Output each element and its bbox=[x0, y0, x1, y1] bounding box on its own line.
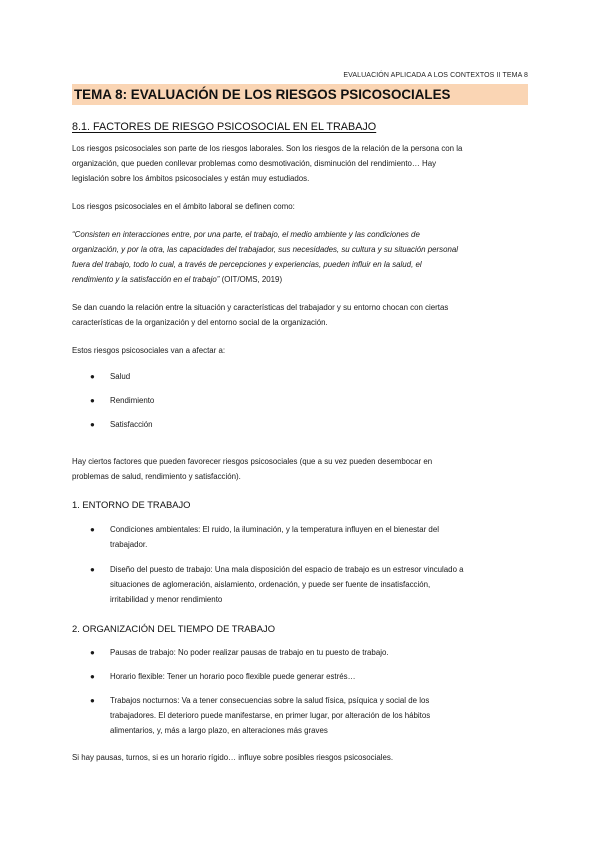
list-item: ● Pausas de trabajo: No poder realizar pausas de trabajo en tu puesto de trabajo. bbox=[72, 645, 528, 660]
subsection-title-entorno: 1. ENTORNO DE TRABAJO bbox=[72, 499, 191, 510]
occurrence-line: características de la organización y del entorno social de la organización. bbox=[72, 318, 328, 327]
bullet-icon: ● bbox=[90, 420, 95, 429]
occurrence-paragraph bbox=[72, 300, 528, 330]
factors-line: problemas de salud, rendimiento y satisfacción). bbox=[72, 472, 241, 481]
quote-line: rendimiento y la satisfacción en el trabajo” bbox=[72, 275, 220, 284]
topic-title-bar bbox=[72, 84, 528, 105]
section-title: 8.1. FACTORES DE RIESGO PSICOSOCIAL EN EL TRABAJO bbox=[72, 121, 377, 133]
quote-line: “Consisten en interacciones entre, por una parte, el trabajo, el medio ambiente y las condiciones de bbox=[72, 230, 420, 239]
entorno-list bbox=[72, 522, 528, 607]
subsection-title-tiempo: 2. ORGANIZACIÓN DEL TIEMPO DE TRABAJO bbox=[72, 623, 275, 634]
list-item: ● Rendimiento bbox=[72, 393, 528, 408]
list-item: ● Satisfacción bbox=[72, 417, 528, 432]
quote-line: fuera del trabajo, todo lo cual, a través de percepciones y experiencias, pueden influir en la salud, el bbox=[72, 260, 422, 269]
bullet-icon: ● bbox=[90, 696, 95, 705]
bullet-icon: ● bbox=[90, 565, 95, 574]
definition-intro: Los riesgos psicosociales en el ámbito laboral se definen como: bbox=[72, 202, 295, 211]
intro-paragraph bbox=[72, 141, 528, 186]
bullet-icon: ● bbox=[90, 672, 95, 681]
intro-line: organización, que pueden conllevar problemas como desmotivación, disminución del rendimiento… Hay bbox=[72, 159, 437, 168]
quote-citation: (OIT/OMS, 2019) bbox=[219, 275, 283, 284]
factors-paragraph bbox=[72, 454, 528, 484]
list-item: ● Horario flexible: Tener un horario poco flexible puede generar estrés… bbox=[72, 669, 528, 684]
definition-quote bbox=[72, 227, 528, 287]
list-item: ● Salud bbox=[72, 369, 528, 384]
bullet-icon: ● bbox=[90, 648, 95, 657]
bullet-icon: ● bbox=[90, 525, 95, 534]
affect-list bbox=[72, 369, 528, 432]
bullet-icon: ● bbox=[90, 396, 95, 405]
factors-line: Hay ciertos factores que pueden favorecer riesgos psicosociales (que a su vez pueden desembocar en bbox=[72, 457, 433, 466]
list-item: ● Diseño del puesto de trabajo: Una mala disposición del espacio de trabajo es un estresor vinculado a situaciones de aglomeración, aislamiento, ordenación, y puede ser fuente de insatisfacción, irritabilidad y menor rendimiento bbox=[72, 562, 528, 607]
list-item: ● Condiciones ambientales: El ruido, la iluminación, y la temperatura influyen en el bienestar del trabajador. bbox=[72, 522, 528, 552]
intro-line: Los riesgos psicosociales son parte de los riesgos laborales. Son los riesgos de la relación de la persona con la bbox=[72, 144, 463, 153]
list-item: ● Trabajos nocturnos: Va a tener consecuencias sobre la salud física, psíquica y social de los trabajadores. El deterioro puede manifestarse, en primer lugar, por alteración de los hábitos alimentarios, y, más a largo plazo, en alteraciones más graves bbox=[72, 693, 528, 738]
topic-title: TEMA 8: EVALUACIÓN DE LOS RIESGOS PSICOSOCIALES bbox=[74, 87, 451, 102]
running-header: EVALUACIÓN APLICADA A LOS CONTEXTOS II TEMA 8 bbox=[343, 72, 528, 79]
document-body bbox=[72, 141, 528, 765]
intro-line: legislación sobre los ámbitos psicosociales y están muy estudiados. bbox=[72, 174, 310, 183]
affect-intro: Estos riesgos psicosociales van a afectar a: bbox=[72, 346, 226, 355]
closing-paragraph: Si hay pausas, turnos, si es un horario rígido… influye sobre posibles riesgos psicosociales. bbox=[72, 753, 394, 762]
tiempo-list bbox=[72, 645, 528, 738]
quote-line: organización, y por la otra, las capacidades del trabajador, sus necesidades, su cultura y su situación personal bbox=[72, 245, 458, 254]
occurrence-line: Se dan cuando la relación entre la situación y características del trabajador y su entorno chocan con ciertas bbox=[72, 303, 449, 312]
bullet-icon: ● bbox=[90, 372, 95, 381]
